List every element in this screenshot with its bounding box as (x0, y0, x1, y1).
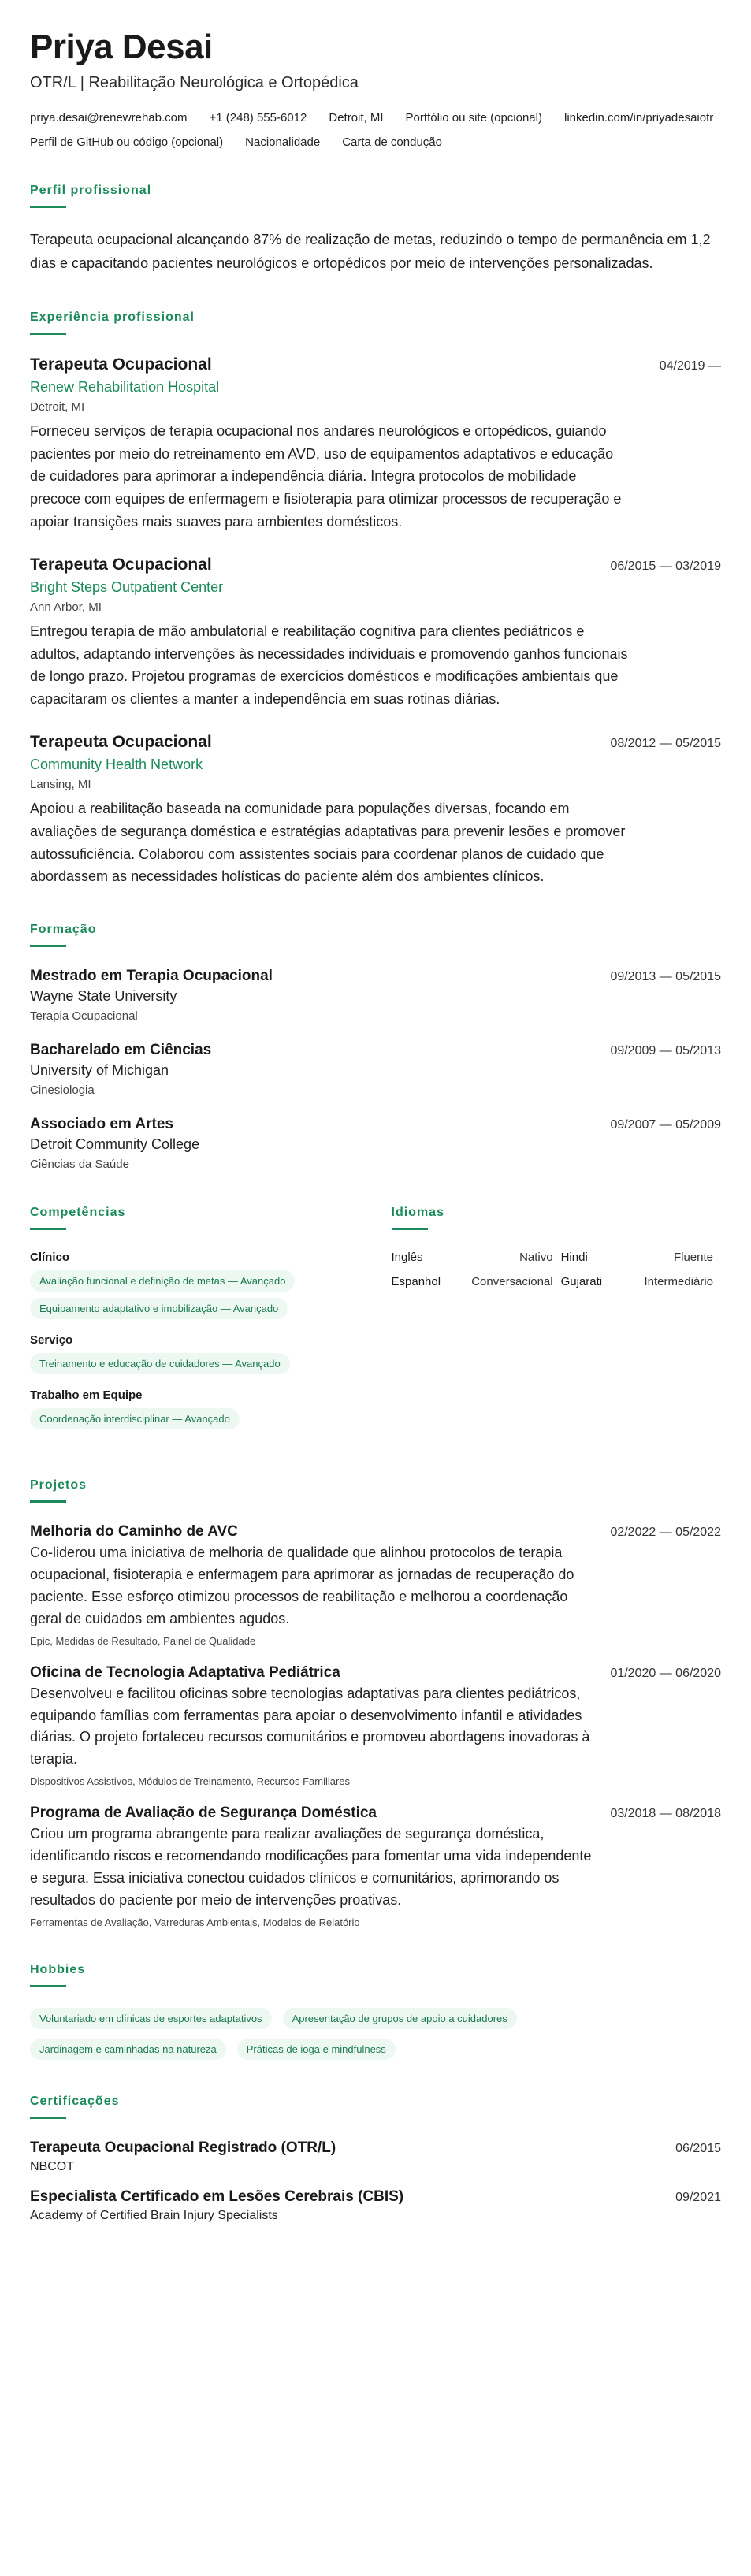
profile-section (30, 184, 721, 275)
education-item (30, 968, 721, 1023)
skill-group (30, 1333, 360, 1374)
education-dates: 09/2007 — 05/2009 (610, 1118, 721, 1132)
hobby-chip: Apresentação de grupos de apoio a cuidadores (283, 2008, 517, 2029)
certification-date: 09/2021 (675, 2190, 721, 2204)
job-company: Community Health Network (30, 756, 203, 772)
projects-section (30, 1478, 721, 1928)
skill-group-title: Clínico (30, 1251, 70, 1265)
degree-title: Associado em Artes (30, 1116, 173, 1133)
language-name: Hindi (560, 1251, 588, 1265)
skill-chip: Treinamento e educação de cuidadores — Avançado (30, 1353, 290, 1374)
school-name: University of Michigan (30, 1062, 169, 1079)
job-title: Terapeuta Ocupacional (30, 555, 212, 574)
job-company: Bright Steps Outpatient Center (30, 578, 224, 595)
job-location: Lansing, MI (30, 777, 91, 791)
section-divider (30, 945, 66, 947)
project-item (30, 1523, 721, 1647)
hobbies-section (30, 1963, 721, 2060)
skills-section (30, 1206, 360, 1444)
language-level: Nativo (519, 1251, 553, 1265)
job-dates: 08/2012 — 05/2015 (610, 736, 721, 750)
project-title: Oficina de Tecnologia Adaptativa Pediátrica (30, 1663, 340, 1681)
certification-item (30, 2139, 721, 2174)
skill-chip: Avaliação funcional e definição de metas — Avançado (30, 1270, 295, 1292)
project-item (30, 1805, 721, 1928)
section-title: Projetos (30, 1478, 87, 1492)
job-location: Ann Arbor, MI (30, 600, 102, 614)
section-divider (30, 1985, 66, 1987)
candidate-name: Priya Desai (30, 28, 213, 66)
language-name: Inglês (391, 1251, 423, 1265)
project-tags: Dispositivos Assistivos, Módulos de Treinamento, Recursos Familiares (30, 1775, 351, 1788)
study-field: Ciências da Saúde (30, 1158, 129, 1172)
project-item (30, 1664, 721, 1788)
certification-date: 06/2015 (675, 2141, 721, 2155)
profile-summary: Terapeuta ocupacional alcançando 87% de realização de metas, reduzindo o tempo de permanência em 1,2 dias e capacitando pacientes neurológicos e ortopédicos por meio de intervenções personalizadas. (30, 232, 711, 272)
experience-item (30, 355, 721, 533)
study-field: Terapia Ocupacional (30, 1009, 138, 1024)
skill-chip: Equipamento adaptativo e imobilização — Avançado (30, 1298, 288, 1319)
contact-location: Detroit, MI (329, 111, 384, 125)
project-tags: Ferramentas de Avaliação, Varreduras Ambientais, Modelos de Relatório (30, 1916, 360, 1928)
job-description: Forneceu serviços de terapia ocupacional nos andares neurológicos e ortopédicos, guiando pacientes por meio do retreinamento em AVD, uso de equipamentos adaptativos e educação de cuidadores para aprimorar a independência diária. Integra protocolos de mobilidade precoce com equipes de enfermagem e fisioterapia para otimizar processos de recuperação e apoiar transições mais suaves para ambientes domésticos. (30, 422, 622, 530)
degree-title: Mestrado em Terapia Ocupacional (30, 968, 273, 985)
experience-section (30, 310, 721, 888)
section-title: Idiomas (391, 1206, 444, 1220)
education-item (30, 1116, 721, 1171)
language-list (392, 1251, 722, 1288)
education-dates: 09/2013 — 05/2015 (610, 970, 721, 984)
job-title: Terapeuta Ocupacional (30, 732, 212, 751)
project-title: Melhoria do Caminho de AVC (30, 1523, 238, 1541)
job-description: Entregou terapia de mão ambulatorial e reabilitação cognitiva para clientes pediátricos e adultos, adaptando intervenções às necessidades individuais e promovendo ganhos funcionais de longo prazo. Projetou programas de exercícios domésticos e modificações ambientais que capacitaram os clientes a manter a independência em suas rotinas diárias. (30, 623, 628, 708)
job-dates: 04/2019 — (659, 359, 721, 373)
section-title: Formação (30, 923, 97, 937)
education-dates: 09/2009 — 05/2013 (610, 1044, 721, 1058)
language-name: Espanhol (391, 1275, 441, 1289)
project-dates: 02/2022 — 05/2022 (610, 1526, 721, 1540)
section-divider (392, 1228, 428, 1230)
language-name: Gujarati (560, 1275, 603, 1289)
job-title: Terapeuta Ocupacional (30, 355, 212, 374)
certification-title: Terapeuta Ocupacional Registrado (OTR/L) (30, 2139, 336, 2156)
certification-title: Especialista Certificado em Lesões Cerebrais (CBIS) (30, 2188, 404, 2205)
contact-list (30, 111, 721, 149)
project-dates: 03/2018 — 08/2018 (610, 1807, 721, 1821)
candidate-headline: OTR/L | Reabilitação Neurológica e Ortopédica (30, 74, 359, 92)
job-dates: 06/2015 — 03/2019 (610, 559, 721, 573)
study-field: Cinesiologia (30, 1084, 95, 1098)
school-name: Detroit Community College (30, 1136, 200, 1153)
language-level: Conversacional (471, 1275, 553, 1289)
section-title: Competências (30, 1206, 126, 1220)
section-divider (30, 2117, 66, 2119)
section-divider (30, 333, 66, 335)
hobby-chip: Voluntariado em clínicas de esportes adaptativos (30, 2008, 272, 2029)
education-item (30, 1042, 721, 1097)
contact-nationality: Nacionalidade (245, 136, 321, 150)
project-description: Criou um programa abrangente para realizar avaliações de segurança doméstica, identificando riscos e recomendando modificações para fomentar uma vida independente e segura. Essa iniciativa conectou cuidados clínicos e comunitários, aprimorando os resultados do paciente por meio de intervenções proativas. (30, 1826, 592, 1908)
skill-group (30, 1251, 360, 1319)
job-company: Renew Rehabilitation Hospital (30, 378, 220, 395)
section-divider (30, 1228, 66, 1230)
project-description: Desenvolveu e facilitou oficinas sobre tecnologias adaptativas para clientes pediátricos, equipando famílias com ferramentas para apoiar o desenvolvimento infantil e atividades diárias. O projeto fortaleceu recursos comunitários e promoveu abordagens inovadoras à terapia. (30, 1685, 590, 1768)
section-divider (30, 206, 66, 208)
language-level: Fluente (673, 1251, 713, 1265)
job-description: Apoiou a reabilitação baseada na comunidade para populações diversas, focando em avaliações de segurança doméstica e estratégias adaptativas para prevenir lesões e promover autossuficiência. Colaborou com assistentes sociais para coordenar planos de cuidado que abordassem as necessidades holísticas do paciente além dos ambientes clínicos. (30, 800, 626, 885)
hobby-list (30, 2008, 721, 2060)
job-location: Detroit, MI (30, 400, 85, 414)
education-section (30, 923, 721, 1171)
project-dates: 01/2020 — 06/2020 (610, 1666, 721, 1680)
hobby-chip: Jardinagem e caminhadas na natureza (30, 2039, 226, 2060)
certification-issuer: Academy of Certified Brain Injury Specialists (30, 2208, 278, 2222)
contact-github[interactable]: Perfil de GitHub ou código (opcional) (30, 136, 224, 150)
hobby-chip: Práticas de ioga e mindfulness (237, 2039, 396, 2060)
certification-issuer: NBCOT (30, 2159, 74, 2173)
section-title: Certificações (30, 2094, 120, 2108)
section-divider (30, 1500, 66, 1503)
section-title: Experiência profissional (30, 310, 195, 324)
project-tags: Epic, Medidas de Resultado, Painel de Qualidade (30, 1634, 256, 1647)
contact-driving-license: Carta de condução (342, 136, 442, 150)
certifications-section (30, 2095, 721, 2223)
skill-chip: Coordenação interdisciplinar — Avançado (30, 1408, 240, 1429)
section-title: Hobbies (30, 1962, 86, 1976)
skill-group (30, 1388, 360, 1429)
skill-group-title: Serviço (30, 1333, 73, 1347)
certification-item (30, 2188, 721, 2223)
skill-group-title: Trabalho em Equipe (30, 1388, 143, 1403)
contact-email[interactable]: priya.desai@renewrehab.com (30, 111, 188, 125)
language-level: Intermediário (644, 1275, 713, 1289)
section-title: Perfil profissional (30, 184, 152, 198)
school-name: Wayne State University (30, 988, 177, 1005)
project-title: Programa de Avaliação de Segurança Doméstica (30, 1805, 377, 1822)
contact-phone[interactable]: +1 (248) 555-6012 (209, 111, 307, 125)
experience-item (30, 556, 721, 711)
project-description: Co-liderou uma iniciativa de melhoria de qualidade que alinhou protocolos de terapia ocupacional, fisioterapia e enfermagem para aprimorar as jornadas de recuperação do paciente. Esse esforço otimizou processos de reabilitação e melhorou a coordenação geral de cuidados em ambientes agudos. (30, 1544, 574, 1626)
languages-section (392, 1206, 722, 1444)
contact-portfolio[interactable]: Portfólio ou site (opcional) (405, 111, 542, 125)
degree-title: Bacharelado em Ciências (30, 1042, 212, 1059)
experience-item (30, 733, 721, 888)
contact-linkedin[interactable]: linkedin.com/in/priyadesaiotr (563, 111, 714, 125)
skills-languages-row (30, 1206, 721, 1444)
